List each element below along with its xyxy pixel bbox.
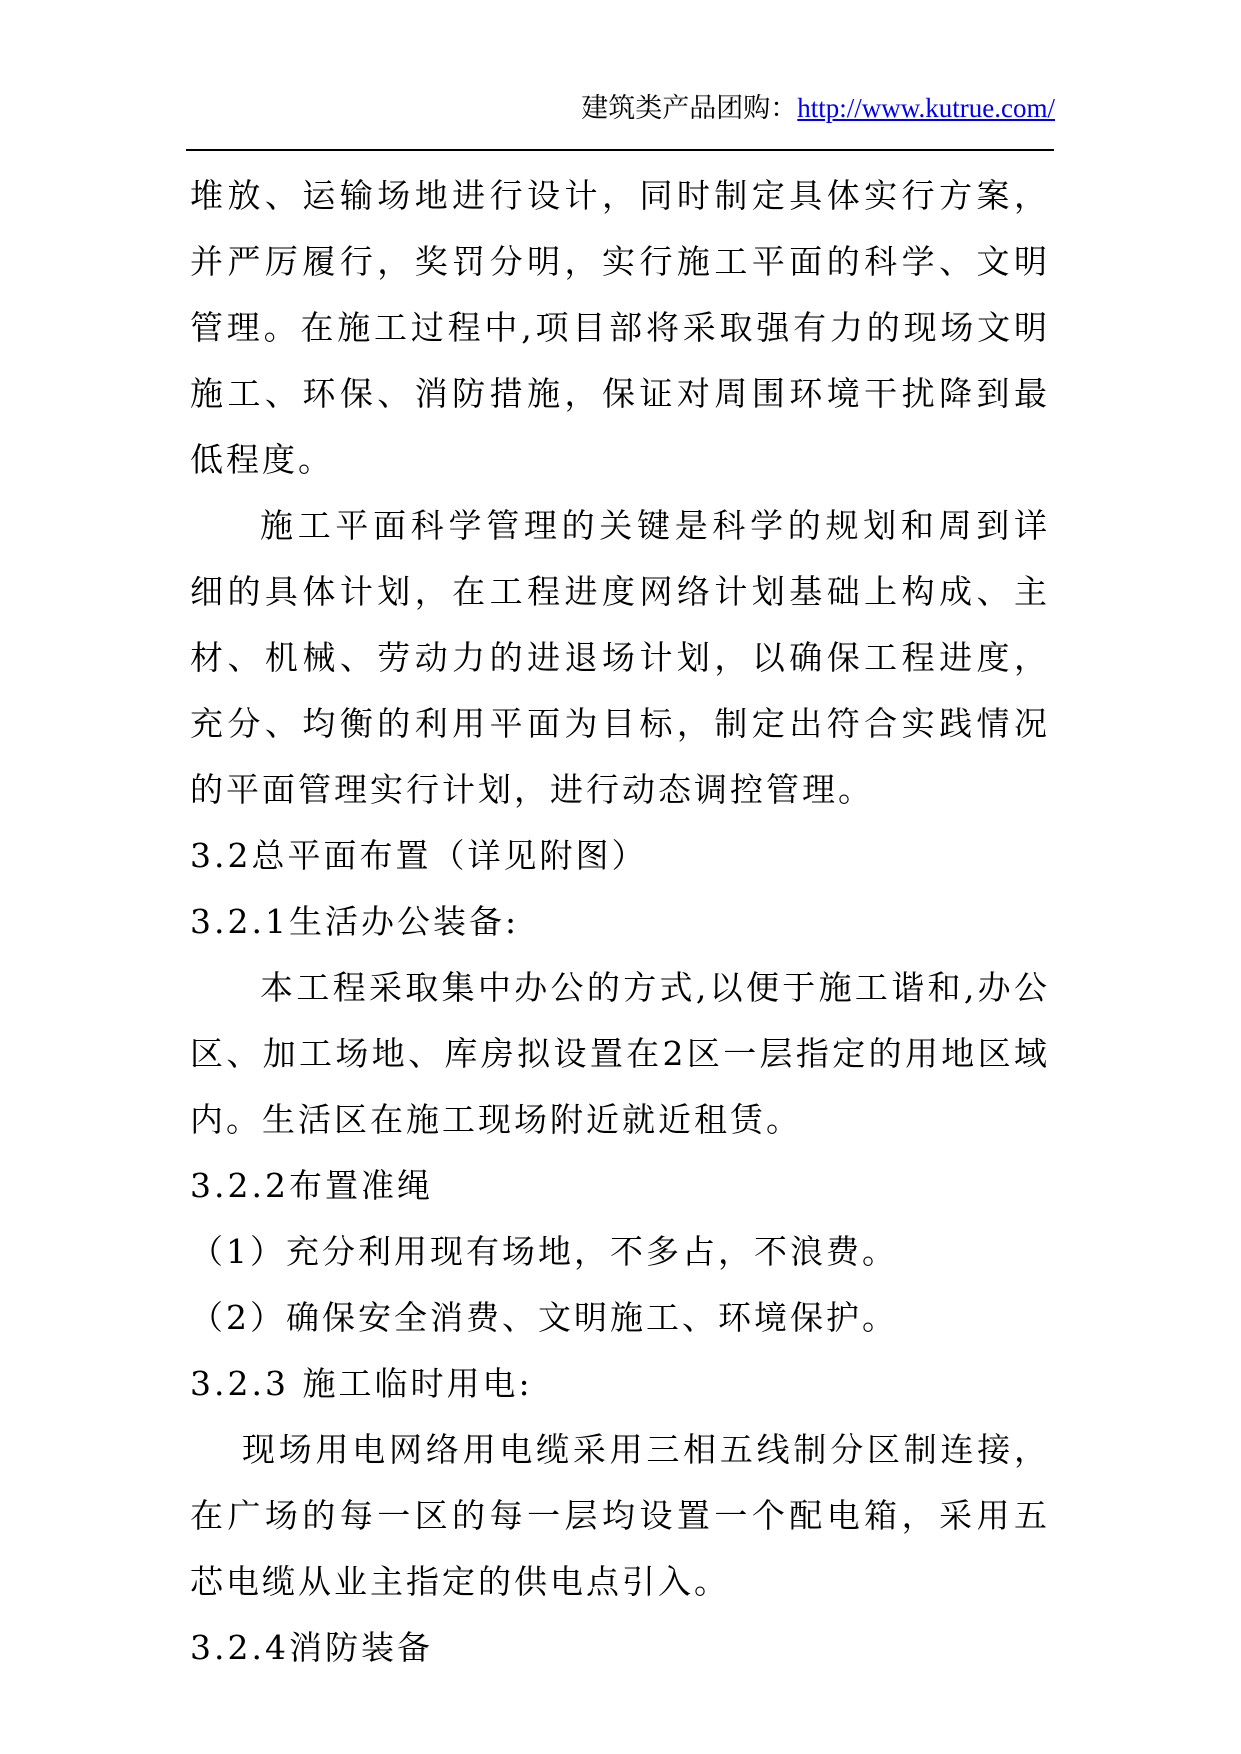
header-prefix: 建筑类产品团购： (581, 93, 798, 124)
paragraph-plane-management: 施工平面科学管理的关键是科学的规划和周到详细的具体计划，在工程进度网络计划基础上构成、主材、机械、劳动力的进退场计划，以确保工程进度，充分、均衡的利用平面为目标，制定出符合实践情况的平面管理实行计划，进行动态调控管理。 (190, 506, 1050, 809)
heading-3-2: 3.2总平面布置（详见附图） (190, 836, 648, 875)
page-header (581, 88, 1055, 129)
header-url-link[interactable]: http://www.kutrue.com/ (797, 93, 1055, 123)
heading-3-2-3: 3.2.3 施工临时用电: (190, 1364, 533, 1403)
heading-3-2-1: 3.2.1生活办公装备: (190, 902, 520, 941)
list-item-2: （2）确保安全消费、文明施工、环境保护。 (190, 1298, 898, 1337)
heading-3-2-2: 3.2.2布置准绳 (190, 1166, 433, 1205)
paragraph-temporary-power: 现场用电网络用电缆采用三相五线制分区制连接，在广场的每一区的每一层均设置一个配电箱，采用五芯电缆从业主指定的供电点引入。 (190, 1430, 1050, 1601)
document-body (190, 163, 1050, 1681)
paragraph-site-layout: 堆放、运输场地进行设计，同时制定具体实行方案，并严厉履行，奖罚分明，实行施工平面的科学、文明管理。在施工过程中,项目部将采取强有力的现场文明施工、环保、消防措施，保证对周围环境干扰降到最低程度。 (190, 176, 1050, 479)
header-divider (186, 149, 1054, 151)
paragraph-office-setup: 本工程采取集中办公的方式,以便于施工谐和,办公区、加工场地、库房拟设置在2区一层指定的用地区域内。生活区在施工现场附近就近租赁。 (190, 968, 1050, 1139)
list-item-1: （1）充分利用现有场地，不多占，不浪费。 (190, 1232, 898, 1271)
heading-3-2-4: 3.2.4消防装备 (190, 1628, 433, 1667)
